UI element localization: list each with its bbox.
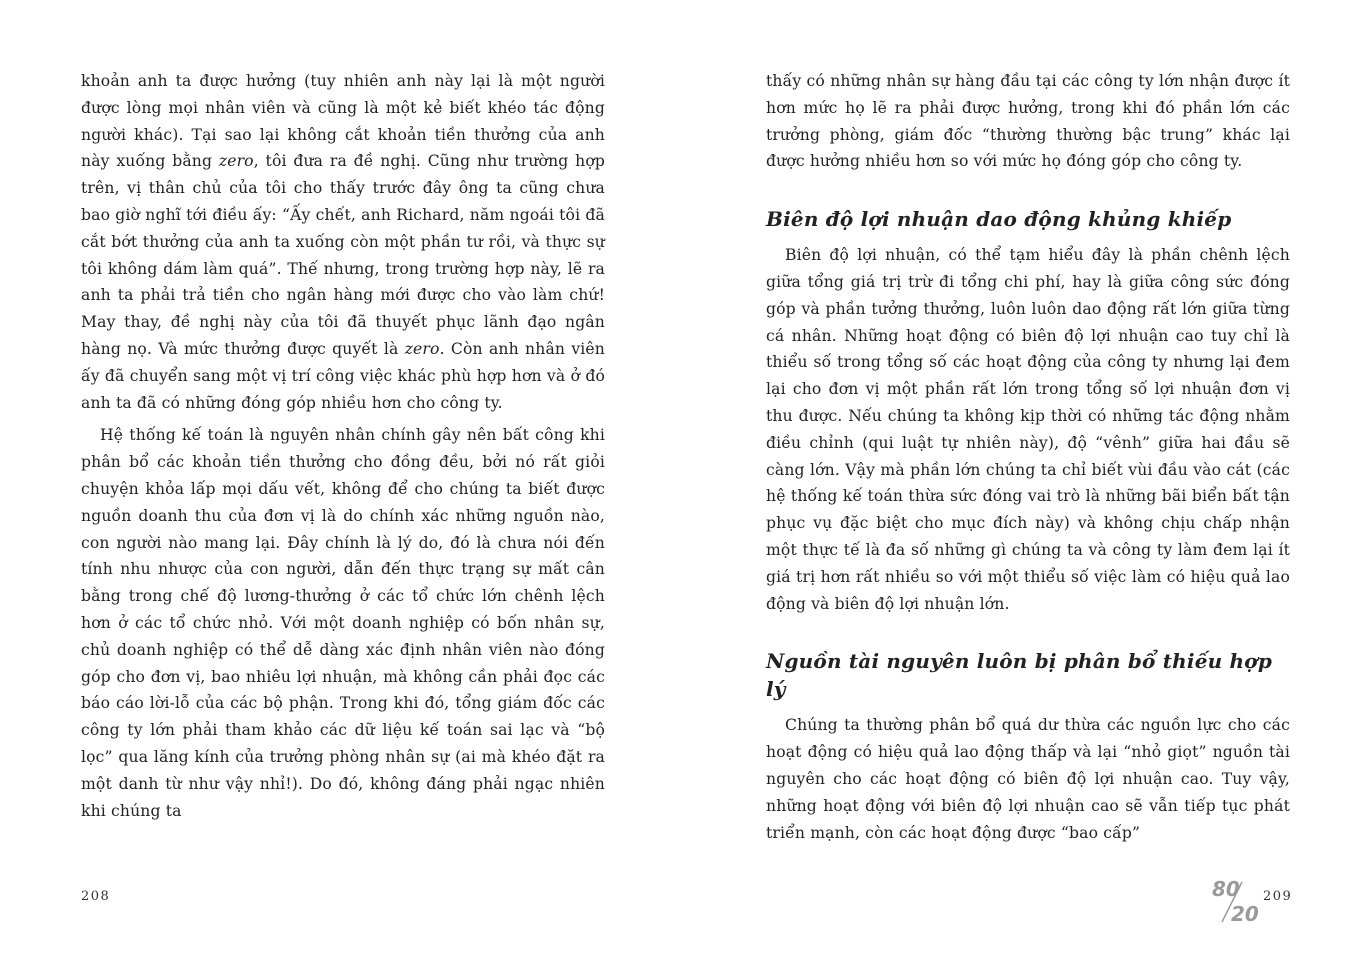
left-page: [81, 68, 605, 830]
page-number-left: 208: [81, 889, 111, 904]
left-page-body: [81, 68, 605, 824]
section-body-profit-margin: Biên độ lợi nhuận, có thể tạm hiểu đây là phần chênh lệch giữa tổng giá trị trừ đi tổng chi phí, hay là giữa công sức đóng góp và phần tưởng thưởng, luôn luôn dao động rất lớn giữa từng cá nhân. Những hoạt động có biên độ lợi nhuận cao tuy chỉ là thiểu số trong tổng số các hoạt động của công ty nhưng lại đem lại cho đơn vị một phần rất lớn trong tổng số lợi nhuận đơn vị thu được. Nếu chúng ta không kịp thời có những tác động nhằm điều chỉnh (qui luật tự nhiên này), độ “vênh” giữa hai đầu sẽ càng lớn. Vậy mà phần lớn chúng ta chỉ biết vùi đầu vào cát (các hệ thống kế toán thừa sức đóng vai trò là những bãi biển bất tận phục vụ đặc biệt cho mục đích này) và không chịu chấp nhận một thực tế là đa số những gì chúng ta và công ty làm đem lại ít giá trị hơn rất nhiều so với một thiểu số việc làm có hiệu quả lao động và biên độ lợi nhuận lớn.: [766, 246, 1290, 613]
emphasis-text: zero: [404, 339, 440, 358]
section-heading-profit-margin: Biên độ lợi nhuận dao động khủng khiếp: [766, 207, 1232, 232]
section-body-resource-allocation: Chúng ta thường phân bổ quá dư thừa các nguồn lực cho các hoạt động có hiệu quả lao động thấp và lại “nhỏ giọt” nguồn tài nguyên cho các hoạt động có biên độ lợi nhuận cao. Tuy vậy, những hoạt động với biên độ lợi nhuận cao sẽ vẫn tiếp tục phát triển mạnh, còn các hoạt động được “bao cấp”: [766, 716, 1290, 842]
logo-20-text: 20: [1231, 902, 1259, 926]
paragraph-text: khoản anh ta được hưởng (tuy nhiên anh này lại là một người được lòng mọi nhân viên và cũng là một kẻ biết khéo tác động người khác). Tại sao lại không cắt khoản tiền thưởng của anh này xuống bằng: [81, 72, 605, 171]
right-page: [766, 68, 1290, 852]
page-number-right: 209: [1263, 889, 1293, 904]
left-paragraph-2: [81, 422, 605, 824]
section-heading-resource-allocation: Nguồn tài nguyên luôn bị phân bổ thiếu hợp lý: [766, 649, 1272, 702]
emphasis-text: zero: [218, 152, 254, 171]
right-intro-paragraph: thấy có những nhân sự hàng đầu tại các công ty lớn nhận được ít hơn mức họ lẽ ra phải được hưởng, trong khi đó phần lớn các trưởng phòng, giám đốc “thường thường bậc trung” khác lại được hưởng nhiều hơn so với mức họ đóng góp cho công ty.: [766, 72, 1290, 171]
paragraph-text: . Còn anh nhân viên ấy đã chuyển sang một vị trí công việc khác phù hợp hơn và ở đó anh ta đã có những đóng góp nhiều hơn cho công ty.: [81, 339, 605, 412]
paragraph-text: Hệ thống kế toán là nguyên nhân chính gây nên bất công khi phân bổ các khoản tiền thưởng cho đồng đều, bởi nó rất giỏi chuyện khỏa lấp mọi dấu vết, không để cho chúng ta biết được nguồn doanh thu của đơn vị là do chính xác những nguồn nào, con người nào mang lại. Đây chính là lý do, đó là chưa nói đến tính nhu nhược của con người, dẫn đến thực trạng sự mất cân bằng trong chế độ lương-thưởng ở các tổ chức lớn chênh lệch hơn ở các tổ chức nhỏ. Với một doanh nghiệp có bốn nhân sự, chủ doanh nghiệp có thể dễ dàng xác định nhân viên nào đóng góp cho đơn vị, bao nhiêu lợi nhuận, mà không cần phải đọc các báo cáo lời-lỗ của các bộ phận. Trong khi đó, tổng giám đốc các công ty lớn phải tham khảo các dữ liệu kế toán sai lạc và “bộ lọc” qua lăng kính của trưởng phòng nhân sự (ai mà khéo đặt ra một danh từ như vậy nhỉ!). Do đó, không đáng phải ngạc nhiên khi chúng ta: [81, 426, 605, 820]
paragraph-text: , tôi đưa ra đề nghị. Cũng như trường hợp trên, vị thân chủ của tôi cho thấy trước đây ông ta cũng chưa bao giờ nghĩ tới điều ấy: “Ấy chết, anh Richard, năm ngoái tôi đã cắt bớt thưởng của anh ta xuống còn một phần tư rồi, và thực sự tôi không dám làm quá”. Thế nhưng, trong trường hợp này, lẽ ra anh ta phải trả tiền cho ngân hàng mới được cho vào làm chứ! May thay, đề nghị này của tôi đã thuyết phục lãnh đạo ngân hàng nọ. Và mức thưởng được quyết là: [81, 152, 605, 358]
logo-80-text: 80: [1212, 877, 1240, 901]
left-paragraph-1: [81, 68, 605, 416]
book-logo-80-20: [1208, 876, 1264, 926]
